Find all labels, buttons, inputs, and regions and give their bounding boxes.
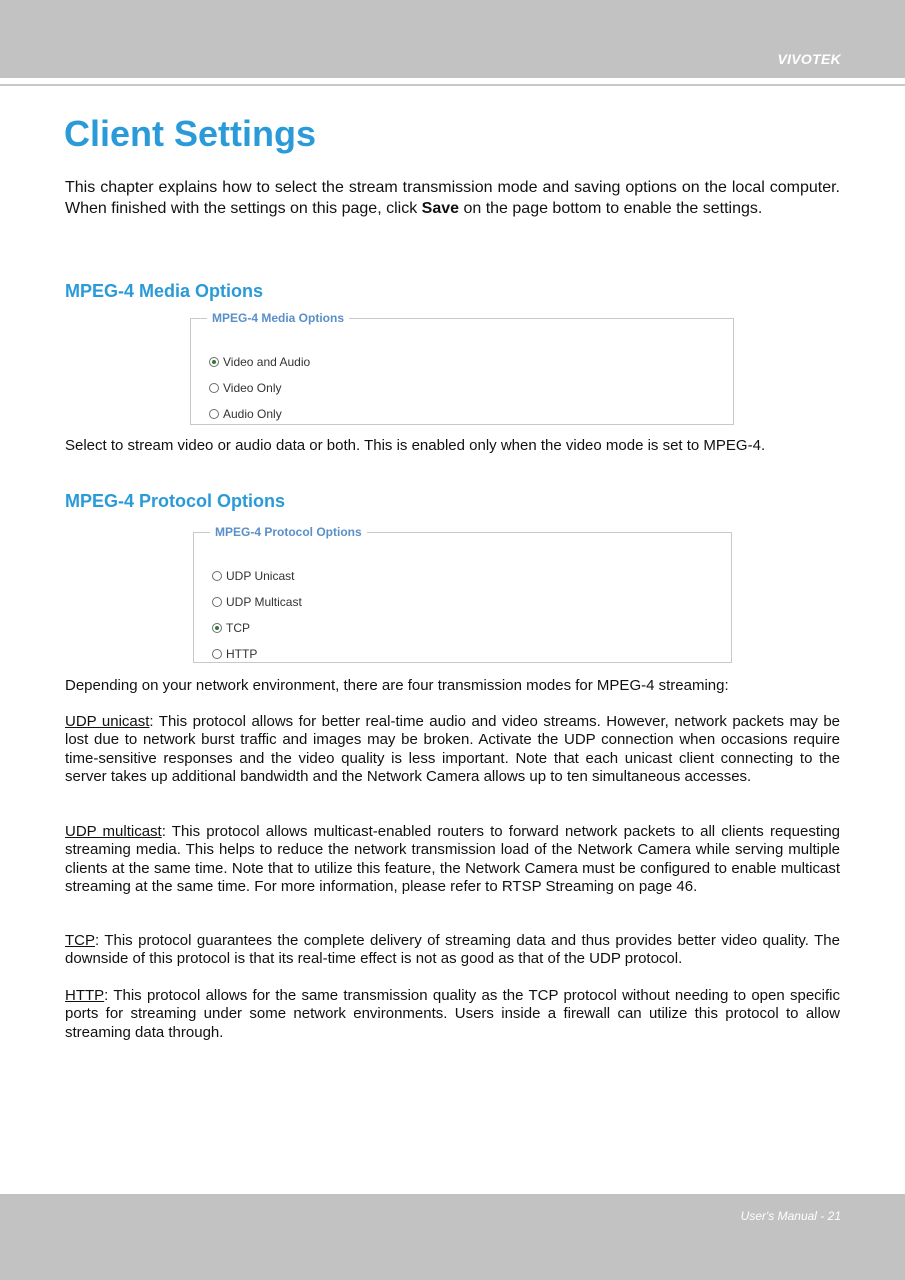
radio-label: Audio Only bbox=[223, 407, 282, 421]
media-options-heading: MPEG-4 Media Options bbox=[65, 281, 264, 301]
radio-label: UDP Unicast bbox=[226, 569, 295, 583]
radio-label: TCP bbox=[226, 621, 250, 635]
mode-tcp bbox=[65, 932, 840, 969]
radio-label: HTTP bbox=[226, 647, 258, 661]
mode-udp-unicast bbox=[65, 713, 840, 786]
radio-unchecked-icon bbox=[212, 649, 222, 659]
radio-video-only[interactable] bbox=[209, 381, 281, 395]
mode-term: UDP unicast bbox=[65, 713, 150, 730]
intro-text-end: on the page bottom to enable the settings. bbox=[459, 200, 763, 217]
radio-label: Video and Audio bbox=[223, 355, 311, 369]
radio-unchecked-icon bbox=[209, 383, 219, 393]
radio-udp-multicast[interactable] bbox=[212, 595, 302, 609]
radio-unchecked-icon bbox=[212, 597, 222, 607]
save-keyword: Save bbox=[421, 200, 460, 217]
protocol-options-heading: MPEG-4 Protocol Options bbox=[65, 491, 286, 511]
intro-text-start: This chapter explains how to select the stream transmission mode and saving options on the local computer. When finished with the settings on this page, click bbox=[65, 179, 840, 217]
mode-text: : This protocol allows multicast-enabled routers to forward network packets to all clients requesting streaming media. This helps to reduce the network transmission load of the Network Camera while serving multiple clients at the same time. Note that to utilize this feature, the Network Camera must be configured to enable multicast streaming at the same time. For more information, please refer to RTSP Streaming on page 46. bbox=[65, 823, 841, 895]
protocol-intro: Depending on your network environment, there are four transmission modes for MPEG-4 streaming: bbox=[65, 677, 729, 694]
mode-udp-multicast bbox=[65, 823, 840, 896]
footer-bar bbox=[0, 1194, 905, 1280]
media-options-legend: MPEG-4 Media Options bbox=[212, 311, 345, 325]
mode-text: : This protocol guarantees the complete delivery of streaming data and thus provides better video quality. The downside of this protocol is that its real-time effect is not as good as that of the UDP protocol. bbox=[65, 932, 840, 968]
radio-label: Video Only bbox=[223, 381, 282, 395]
mode-term: UDP multicast bbox=[65, 823, 162, 840]
protocol-options-panel bbox=[193, 525, 732, 663]
mode-text: : This protocol allows for better real-time audio and video streams. However, network packets may be lost due to network burst traffic and images may be broken. Activate the UDP connection when occasions require time-sensitive responses and the video quality is less important. Note that each unicast client connecting to the server takes up additional bandwidth and the Network Camera allows up to ten simultaneous accesses. bbox=[65, 713, 841, 785]
radio-checked-icon bbox=[212, 623, 222, 633]
page-number: User's Manual - 21 bbox=[740, 1209, 841, 1223]
radio-video-and-audio[interactable] bbox=[209, 355, 310, 369]
radio-unchecked-icon bbox=[212, 571, 222, 581]
radio-checked-icon bbox=[209, 357, 219, 367]
radio-udp-unicast[interactable] bbox=[212, 569, 294, 583]
radio-audio-only[interactable] bbox=[209, 407, 282, 421]
mode-term: HTTP bbox=[65, 987, 105, 1004]
page-title: Client Settings bbox=[64, 113, 317, 154]
header-bar bbox=[0, 0, 905, 78]
header-divider bbox=[0, 84, 905, 86]
intro-paragraph bbox=[65, 177, 840, 219]
media-description: Select to stream video or audio data or both. This is enabled only when the video mode is set to MPEG-4. bbox=[65, 437, 766, 454]
radio-unchecked-icon bbox=[209, 409, 219, 419]
radio-tcp[interactable] bbox=[212, 621, 250, 635]
mode-term: TCP bbox=[65, 932, 95, 949]
radio-http[interactable] bbox=[212, 647, 257, 661]
mode-text: : This protocol allows for the same transmission quality as the TCP protocol without needing to open specific ports for streaming under some network environments. Users inside a firewall can utilize this protocol to allow streaming data through. bbox=[65, 987, 840, 1041]
brand-label: VIVOTEK bbox=[777, 51, 841, 67]
radio-label: UDP Multicast bbox=[226, 595, 302, 609]
mode-http bbox=[65, 987, 840, 1042]
media-options-panel bbox=[190, 311, 734, 425]
protocol-options-legend: MPEG-4 Protocol Options bbox=[215, 525, 362, 539]
